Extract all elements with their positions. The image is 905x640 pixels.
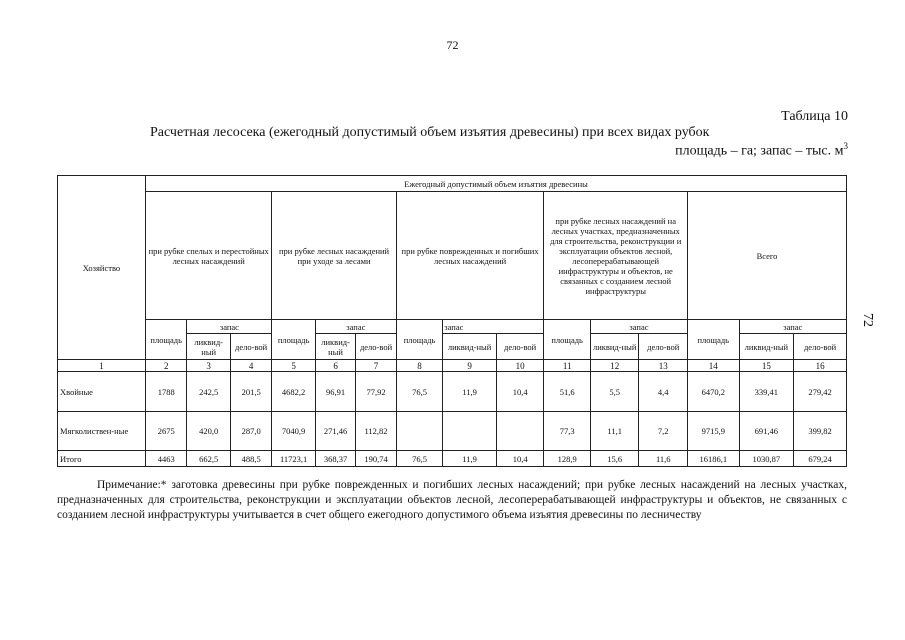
cell: 96,91: [315, 372, 355, 412]
cell: 51,6: [544, 372, 591, 412]
cell: 1030,87: [739, 451, 794, 467]
cell: 2675: [145, 412, 186, 451]
header-area: площадь: [145, 320, 186, 360]
cell: [443, 412, 497, 451]
col-number: 11: [544, 360, 591, 372]
table-row: [58, 451, 847, 467]
cell: 4,4: [639, 372, 688, 412]
cell: 190,74: [356, 451, 396, 467]
cell: 11,9: [443, 372, 497, 412]
cell: 4682,2: [272, 372, 315, 412]
header-area: площадь: [272, 320, 315, 360]
cell: 420,0: [187, 412, 230, 451]
cell: 77,92: [356, 372, 396, 412]
cell: 7,2: [639, 412, 688, 451]
col-number: 7: [356, 360, 396, 372]
header-group-care: при рубке лесных насаждений при уходе за лесами: [272, 192, 396, 320]
cell: 11,6: [639, 451, 688, 467]
row-name: Мягколиствен-ные: [58, 412, 146, 451]
col-number: 4: [230, 360, 271, 372]
col-number: 15: [739, 360, 794, 372]
cell: 662,5: [187, 451, 230, 467]
cell: 10,4: [496, 451, 544, 467]
col-number: 8: [396, 360, 443, 372]
header-group-total: Всего: [687, 192, 846, 320]
col-number: 1: [58, 360, 146, 372]
row-name: Хвойные: [58, 372, 146, 412]
cell: 368,37: [315, 451, 355, 467]
header-liquid: ликвид-ный: [739, 334, 794, 360]
cell: 4463: [145, 451, 186, 467]
header-liquid: ликвид-ный: [315, 334, 355, 360]
cell: 201,5: [230, 372, 271, 412]
header-annual-volume: Ежегодный допустимый объем изъятия древесины: [145, 176, 846, 192]
cell: 7040,9: [272, 412, 315, 451]
footnote: Примечание:* заготовка древесины при рубке поврежденных и погибших лесных насаждений; при рубке лесных насаждений на лесных участках, предназначенных для строительства, реконструкции и эксплуатации объектов лесной, лесоперерабатывающей инфраструктуры и объектов, не связанных с созданием лесной инфраструктуры учитывается в счет общего ежегодного допустимого объема изъятия древесины по лесничеству: [57, 479, 847, 521]
cell: 399,82: [794, 412, 847, 451]
cell: 691,46: [739, 412, 794, 451]
cell: 339,41: [739, 372, 794, 412]
cell: 77,3: [544, 412, 591, 451]
table-row: [58, 412, 847, 451]
header-liquid: ликвид-ный: [590, 334, 639, 360]
row-name: Итого: [58, 451, 146, 467]
cell: 679,24: [794, 451, 847, 467]
cell: 11,9: [443, 451, 497, 467]
header-business: дело-вой: [230, 334, 271, 360]
header-stock: запас: [590, 320, 687, 334]
header-stock: запас: [187, 320, 272, 334]
table-label: Таблица 10: [781, 109, 848, 124]
cell: 9715,9: [687, 412, 739, 451]
cell: 279,42: [794, 372, 847, 412]
header-area: площадь: [687, 320, 739, 360]
cell: 76,5: [396, 372, 443, 412]
col-number: 3: [187, 360, 230, 372]
header-business: дело-вой: [496, 334, 544, 360]
side-page-number: 72: [860, 313, 875, 327]
cell: 15,6: [590, 451, 639, 467]
header-area: площадь: [544, 320, 591, 360]
cell: 11723,1: [272, 451, 315, 467]
header-stock: запас: [315, 320, 396, 334]
col-number: 13: [639, 360, 688, 372]
col-number: 16: [794, 360, 847, 372]
cell: 1788: [145, 372, 186, 412]
header-stock: запас: [739, 320, 846, 334]
units-superscript: 3: [843, 141, 848, 151]
col-number: 6: [315, 360, 355, 372]
header-liquid: ликвид-ный: [187, 334, 230, 360]
table-title: Расчетная лесосека (ежегодный допустимый объем изъятия древесины) при всех видах рубок: [150, 125, 710, 140]
col-number: 5: [272, 360, 315, 372]
header-area: площадь: [396, 320, 443, 360]
header-business: дело-вой: [639, 334, 688, 360]
cell: 271,46: [315, 412, 355, 451]
table-units: [675, 141, 848, 160]
cell: 128,9: [544, 451, 591, 467]
header-business: дело-вой: [794, 334, 847, 360]
cell: 76,5: [396, 451, 443, 467]
header-group-construction: при рубке лесных насаждений на лесных участках, предназначенных для строительства, реконструкции и эксплуатации объектов лесной, лесоперерабатывающей инфраструктуры и объектов, не связанных с созданием лесной инфраструктуры: [544, 192, 688, 320]
cell: [496, 412, 544, 451]
cell: [396, 412, 443, 451]
units-text: площадь – га; запас – тыс. м: [675, 143, 844, 159]
header-business: дело-вой: [356, 334, 396, 360]
header-stock: запас: [443, 320, 544, 334]
col-number: 14: [687, 360, 739, 372]
header-liquid: ликвид-ный: [443, 334, 497, 360]
col-number: 9: [443, 360, 497, 372]
cell: 5,5: [590, 372, 639, 412]
cell: 16186,1: [687, 451, 739, 467]
cell: 287,0: [230, 412, 271, 451]
cell: 112,82: [356, 412, 396, 451]
harvest-table: [57, 175, 847, 467]
header-group-damaged: при рубке поврежденных и погибших лесных насаждений: [396, 192, 544, 320]
header-farm: Хозяйство: [58, 176, 146, 360]
cell: 242,5: [187, 372, 230, 412]
header-group-mature: при рубке спелых и перестойных лесных насаждений: [145, 192, 271, 320]
cell: 488,5: [230, 451, 271, 467]
table-row: [58, 372, 847, 412]
cell: 11,1: [590, 412, 639, 451]
col-number: 10: [496, 360, 544, 372]
cell: 6470,2: [687, 372, 739, 412]
cell: 10,4: [496, 372, 544, 412]
page-number: 72: [446, 38, 459, 52]
col-number: 12: [590, 360, 639, 372]
col-number: 2: [145, 360, 186, 372]
